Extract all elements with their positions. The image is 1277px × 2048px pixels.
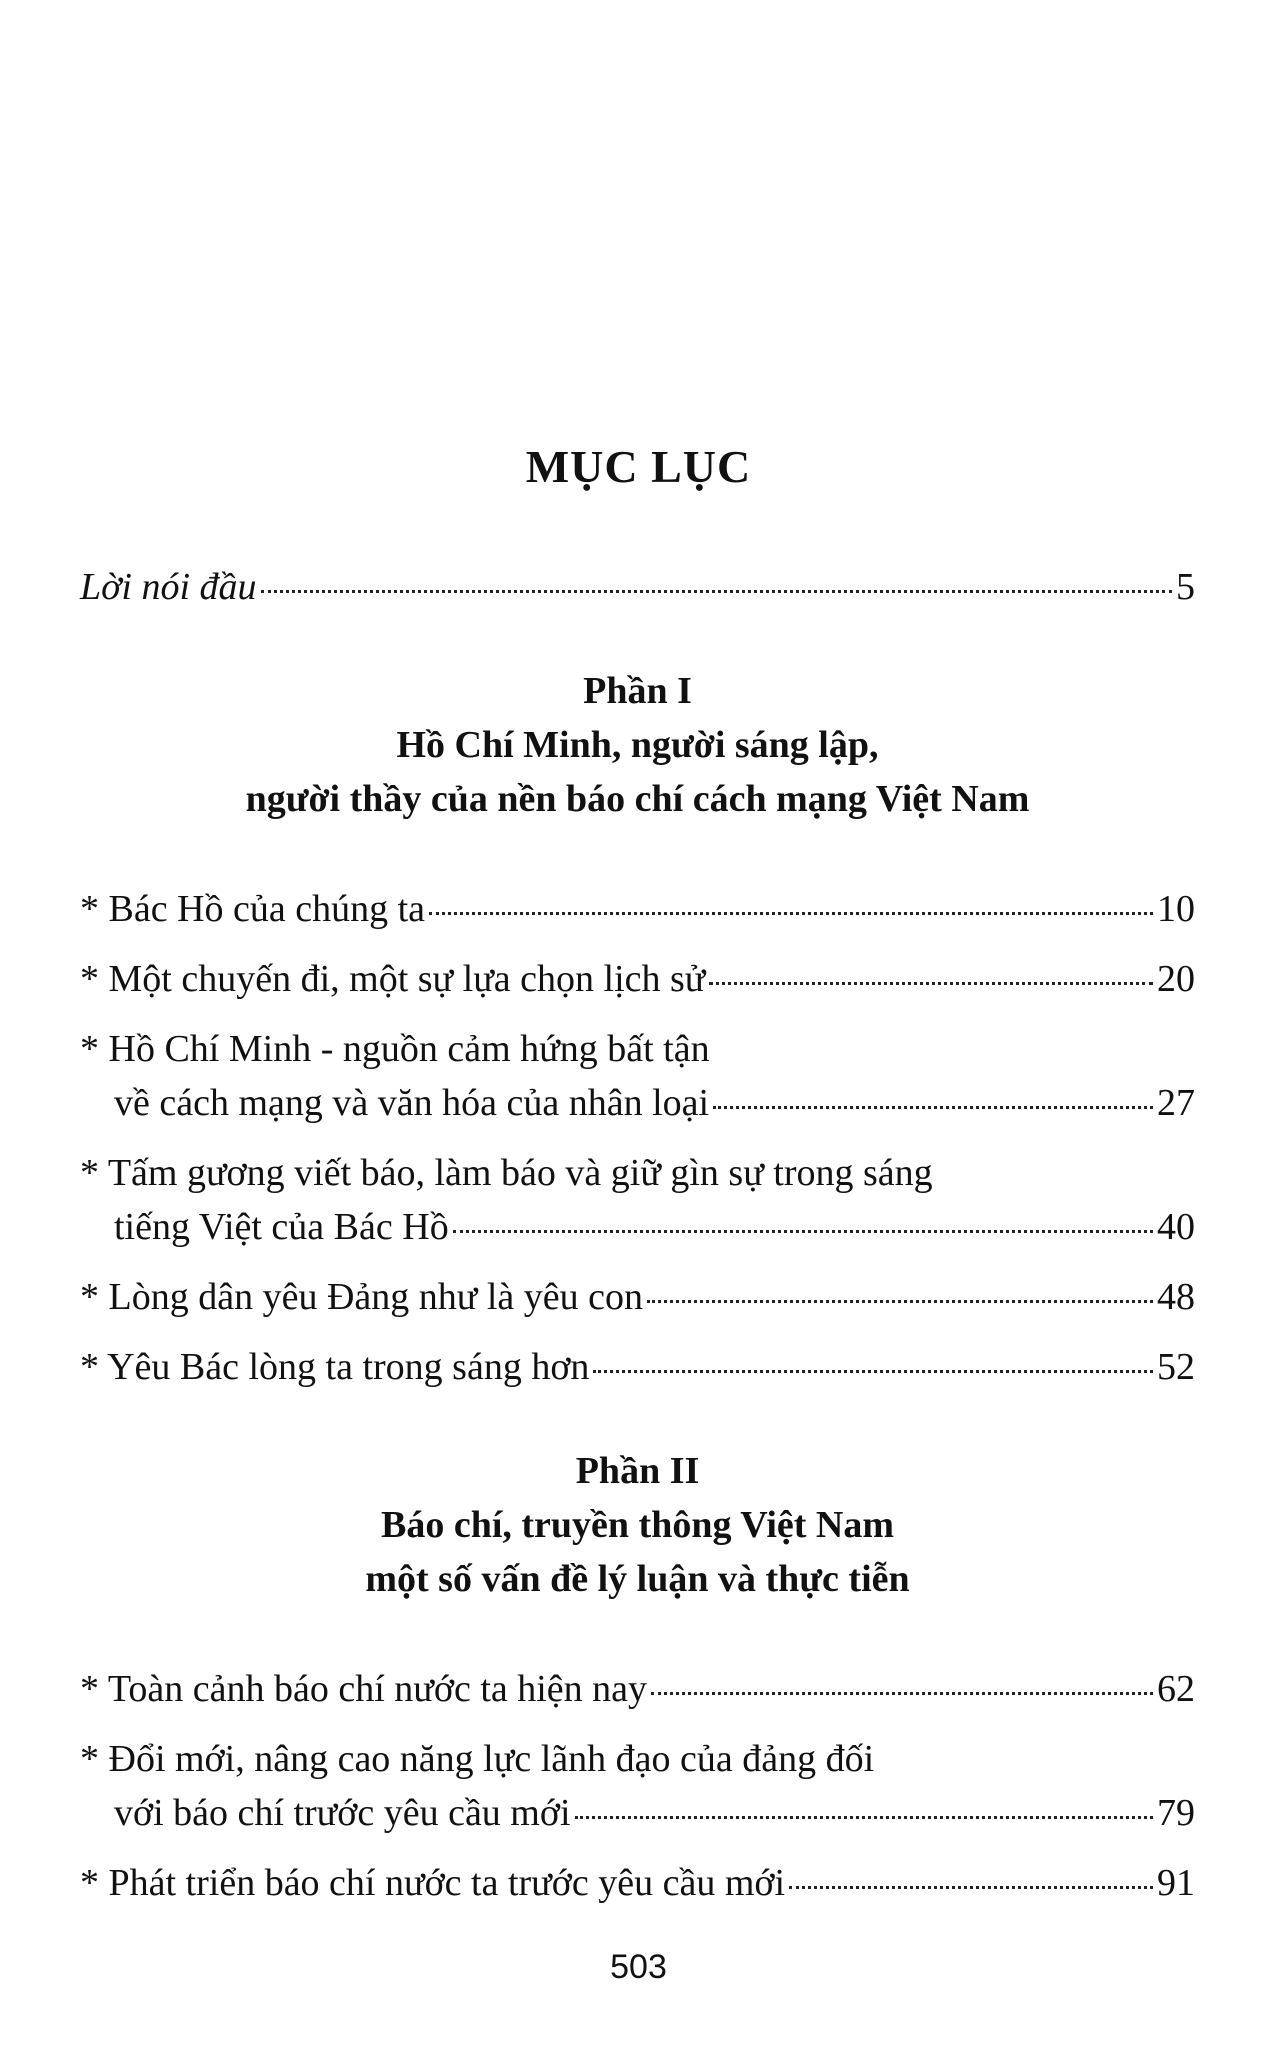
toc-entry [80, 882, 1195, 936]
part-2-label: Phần II [575, 1450, 700, 1492]
dot-leader [575, 1816, 1153, 1819]
part-2-heading [80, 1444, 1195, 1606]
toc-entry-first-line: * Tấm gương viết báo, làm báo và giữ gìn sự trong sáng [80, 1152, 933, 1194]
dot-leader [261, 590, 1172, 593]
part-1-title-line-1: Hồ Chí Minh, người sáng lập, [396, 724, 879, 766]
dot-leader [709, 982, 1153, 985]
toc-entry-page: 62 [1157, 1668, 1195, 1710]
toc-entry [80, 1662, 1195, 1716]
dot-leader [651, 1692, 1153, 1695]
toc-entry-page: 20 [1157, 958, 1195, 1000]
toc-entry-intro [80, 560, 1195, 614]
part-1-label: Phần I [583, 670, 692, 712]
toc-entry-first-line: * Hồ Chí Minh - nguồn cảm hứng bất tận [80, 1028, 710, 1070]
toc-entry [80, 1340, 1195, 1394]
toc-entry [80, 1270, 1195, 1324]
toc-entry-text: * Toàn cảnh báo chí nước ta hiện nay [80, 1668, 648, 1710]
toc-entry-text: * Phát triển báo chí nước ta trước yêu cầu mới [80, 1862, 786, 1904]
dot-leader [647, 1300, 1153, 1303]
toc-entry [80, 952, 1195, 1006]
toc-entry-text: * Lòng dân yêu Đảng như là yêu con [80, 1276, 644, 1318]
toc-entry-text: * Bác Hồ của chúng ta [80, 888, 426, 930]
toc-entry-text: với báo chí trước yêu cầu mới [114, 1792, 571, 1834]
toc-entry-page: 5 [1176, 566, 1195, 608]
toc-entry [80, 1146, 1195, 1254]
toc-entry-text: Lời nói đầu [80, 566, 257, 608]
toc-entry-page: 10 [1157, 888, 1195, 930]
part-1-title-line-2: người thầy của nền báo chí cách mạng Việt Nam [245, 778, 1030, 820]
page-title: MỤC LỤC [525, 441, 752, 492]
page-number: 503 [610, 1948, 667, 1986]
dot-leader [429, 912, 1153, 915]
toc-entry-text: * Một chuyến đi, một sự lựa chọn lịch sử [80, 958, 706, 1000]
toc-entry-first-line: * Đổi mới, nâng cao năng lực lãnh đạo của đảng đối [80, 1738, 875, 1780]
toc-entry-page: 27 [1157, 1082, 1195, 1124]
toc-entry-page: 91 [1157, 1862, 1195, 1904]
dot-leader [713, 1106, 1153, 1109]
dot-leader [593, 1370, 1153, 1373]
toc-entry-text: tiếng Việt của Bác Hồ [114, 1206, 449, 1248]
toc-entry [80, 1022, 1195, 1130]
dot-leader [789, 1886, 1153, 1889]
toc-entry [80, 1856, 1195, 1910]
toc-entry-text: * Yêu Bác lòng ta trong sáng hơn [80, 1346, 590, 1388]
toc-entry [80, 1732, 1195, 1840]
dot-leader [453, 1230, 1153, 1233]
toc-entry-page: 79 [1157, 1792, 1195, 1834]
table-of-contents [80, 560, 1195, 1926]
toc-entry-text: về cách mạng và văn hóa của nhân loại [114, 1082, 710, 1124]
toc-entry-page: 52 [1157, 1346, 1195, 1388]
part-2-title-line-2: một số vấn đề lý luận và thực tiễn [365, 1558, 910, 1600]
toc-entry-page: 40 [1157, 1206, 1195, 1248]
toc-entry-page: 48 [1157, 1276, 1195, 1318]
part-2-title-line-1: Báo chí, truyền thông Việt Nam [381, 1504, 894, 1546]
part-1-heading [80, 664, 1195, 826]
